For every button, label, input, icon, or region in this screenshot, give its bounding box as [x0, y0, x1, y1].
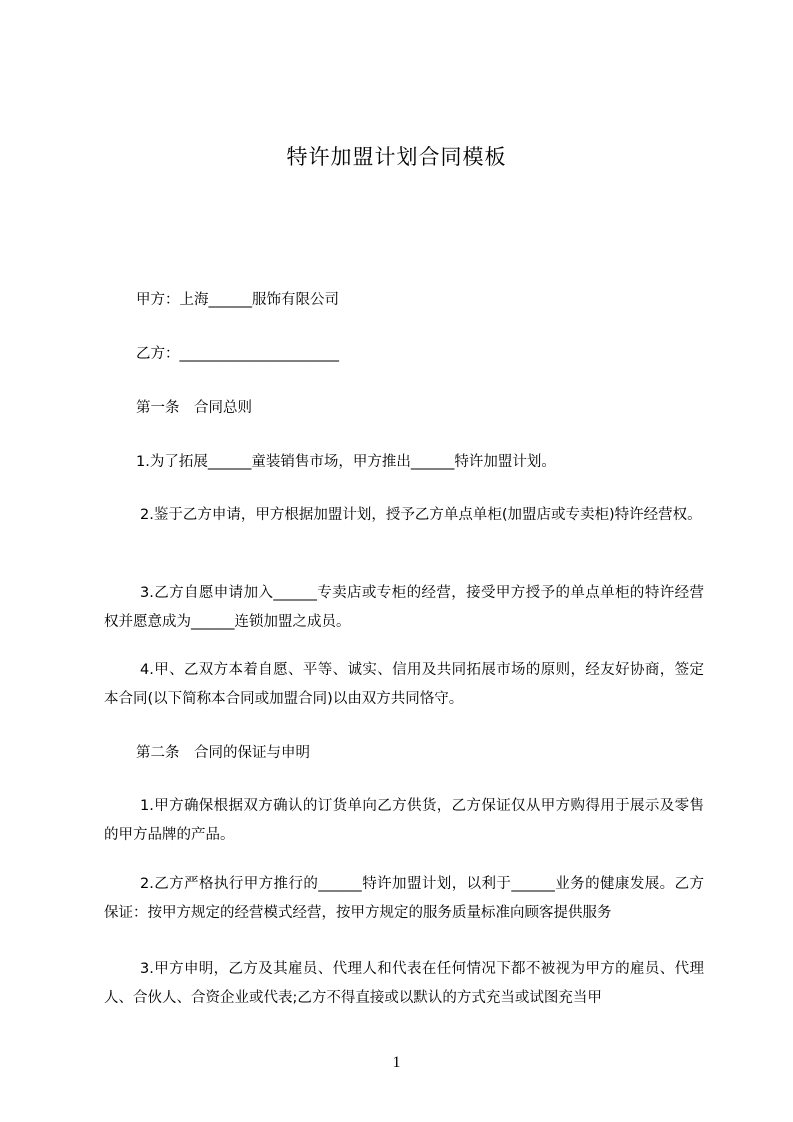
article-1-item-4: 4.甲、乙双方本着自愿、平等、诚实、信用及共同拓展市场的原则，经友好协商，签定本合同(以下简称本合同或加盟合同)以由双方共同恪守。	[104, 662, 704, 707]
party-a-line: 甲方：上海______服饰有限公司	[136, 292, 339, 308]
article-2-item-3: 3.甲方申明，乙方及其雇员、代理人和代表在任何情况下都不被视为甲方的雇员、代理人、合伙人、合资企业或代表;乙方不得直接或以默认的方式充当或试图充当甲	[104, 961, 704, 1006]
article-1-item-3: 3.乙方自愿申请加入______专卖店或专柜的经营，接受甲方授予的单点单柜的特许经营权并愿意成为______连锁加盟之成员。	[104, 585, 704, 630]
document-title: 特许加盟计划合同模板	[286, 145, 507, 169]
article-1-item-1: 1.为了拓展______童装销售市场，甲方推出______特许加盟计划。	[136, 454, 556, 470]
article-1-item-2: 2.鉴于乙方申请，甲方根据加盟计划，授予乙方单点单柜(加盟店或专卖柜)特许经营权。	[140, 507, 702, 523]
party-b-line: 乙方：______________________	[136, 346, 339, 362]
article-2-item-2: 2.乙方严格执行甲方推行的______特许加盟计划，以利于______业务的健康发展。乙方保证：按甲方规定的经营模式经营，按甲方规定的服务质量标准向顾客提供服务	[104, 876, 704, 921]
article-2-heading: 第二条 合同的保证与申明	[136, 745, 310, 761]
article-1-heading: 第一条 合同总则	[136, 400, 252, 416]
page-number: 1	[392, 1054, 401, 1071]
article-2-item-1: 1.甲方确保根据双方确认的订货单向乙方供货，乙方保证仅从甲方购得用于展示及零售的甲方品牌的产品。	[104, 798, 704, 843]
